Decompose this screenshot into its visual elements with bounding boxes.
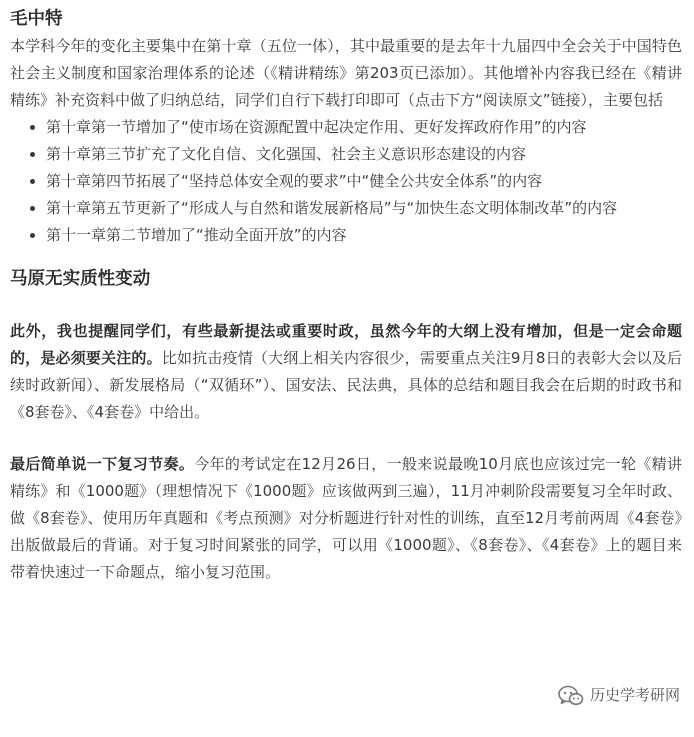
spacer (10, 426, 682, 451)
schedule-body: 今年的考试定在12月26日，一般来说最晚10月底也应该过完一轮《精讲精练》和《1000题》（理想情况下《1000题》应该做两到三遍），11月冲刺阶段需要复习全年时政、做《8套卷》、使用历年真题和《考点预测》对分析题进行针对性的训练，直至12月考前两周《4套卷》出版做最后的背诵。对于复习时间紧张的同学，可以用《1000题》、《8套卷》、《4套卷》上的题目来带着快速过一下命题点，缩小复习范围。 (10, 455, 682, 581)
list-item: 第十章第四节拓展了“坚持总体安全观的要求”中“健全公共安全体系”的内容 (46, 168, 682, 195)
spacer (10, 293, 682, 318)
intro-paragraph: 本学科今年的变化主要集中在第十章（五位一体），其中最重要的是去年十九届四中全会关于中国特色社会主义制度和国家治理体系的论述（《精讲精练》第203页已添加）。其他增补内容我已经在《精讲精练》补充资料中做了归纳总结，同学们自行下载打印即可（点击下方“阅读原文”链接），主要包括 (10, 37, 682, 109)
reminder-lead: 此外，我也提醒同学们，有些最新提法或重要时政，虽然今年的大纲上没有增加，但是一定会命题的，是必须要关注的。 (10, 322, 682, 367)
section-title-mzt: 毛中特 (10, 9, 63, 29)
list-item: 第十章第三节扩充了文化自信、文化强国、社会主义意识形态建设的内容 (46, 141, 682, 168)
reminder-body: 比如抗击疫情（大纲上相关内容很少，需要重点关注9月8日的表彰大会以及后续时政新闻）、新发展格局（“双循环”）、国安法、民法典，具体的总结和题目我会在后期的时政书和《8套卷》、《4套卷》中给出。 (10, 349, 682, 421)
change-list (10, 114, 682, 249)
schedule-paragraph (10, 451, 682, 586)
spacer (10, 249, 682, 266)
schedule-lead: 最后简单说一下复习节奏。 (10, 455, 195, 473)
list-item: 第十章第五节更新了“形成人与自然和谐发展新格局”与“加快生态文明体制改革”的内容 (46, 195, 682, 222)
list-item: 第十章第一节增加了“使市场在资源配置中起决定作用、更好发挥政府作用”的内容 (46, 114, 682, 141)
section-title-my: 马原无实质性变动 (10, 269, 151, 289)
reminder-paragraph (10, 318, 682, 426)
watermark-text: 历史学考研网 (589, 686, 680, 704)
watermark (558, 682, 680, 709)
wechat-icon (558, 685, 584, 707)
article-body (0, 6, 694, 586)
list-item: 第十一章第二节增加了“推动全面开放”的内容 (46, 222, 682, 249)
